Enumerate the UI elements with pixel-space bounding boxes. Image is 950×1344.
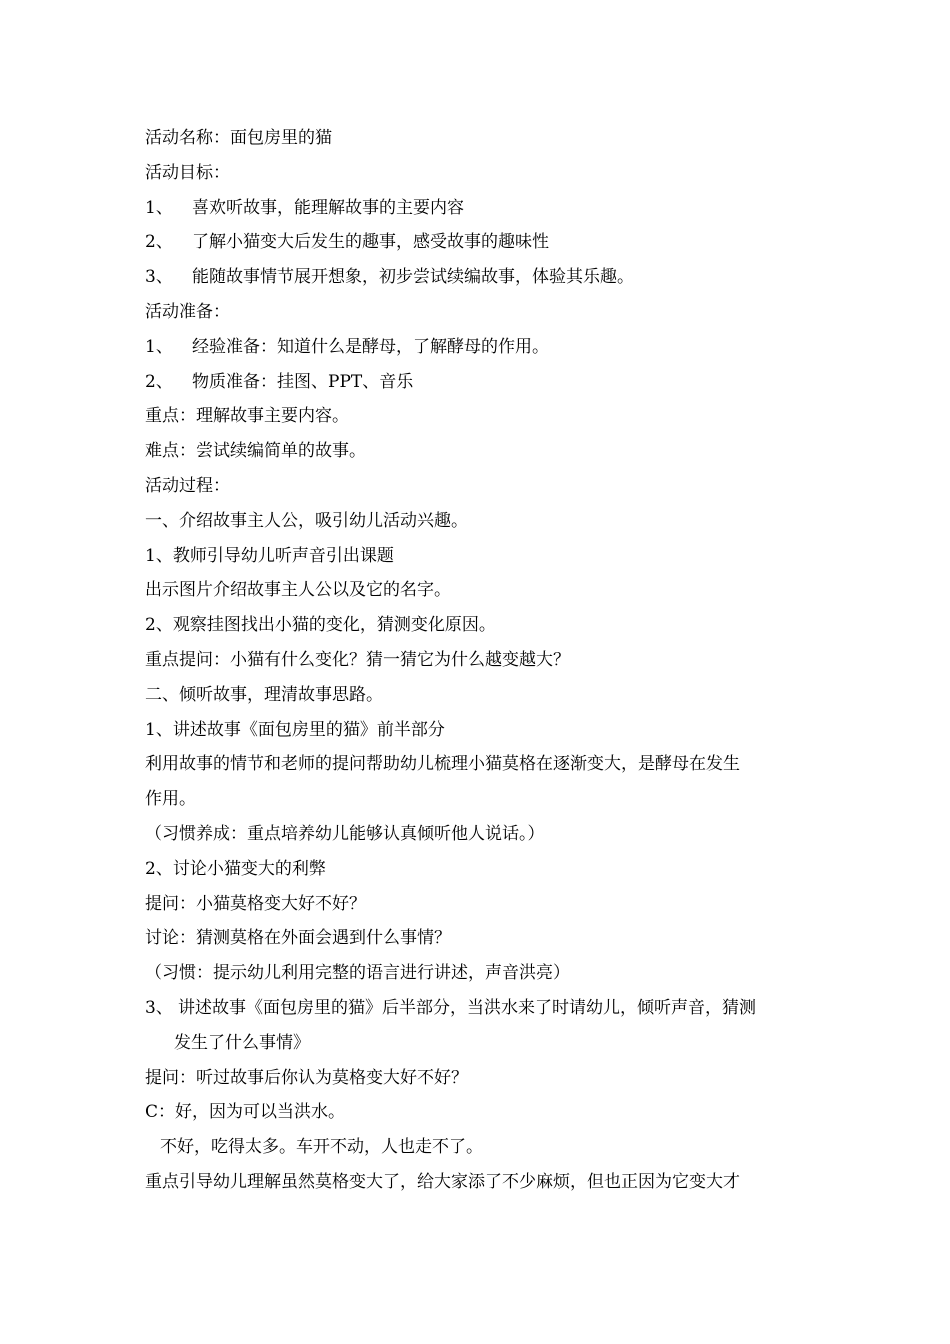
process-line: （习惯养成：重点培养幼儿能够认真倾听他人说话。）	[145, 823, 545, 844]
document-body	[145, 121, 815, 1200]
goal-number: 2、	[145, 232, 173, 253]
step3-line	[145, 991, 815, 1026]
goal-text: 喜欢听故事，能理解故事的主要内容	[192, 197, 464, 218]
process-line: 2、讨论小猫变大的利弊	[145, 858, 326, 879]
prep-item	[145, 365, 815, 400]
prep-text: 物质准备：挂图、PPT、音乐	[192, 371, 414, 392]
goal-number: 3、	[145, 267, 173, 288]
goals-heading: 活动目标：	[145, 162, 230, 183]
process-line: 2、观察挂图找出小猫的变化，猜测变化原因。	[145, 615, 496, 636]
prep-item	[145, 330, 815, 365]
process-line: 利用故事的情节和老师的提问帮助幼儿梳理小猫莫格在逐渐变大，是酵母在发生	[145, 754, 740, 775]
goal-number: 1、	[145, 197, 173, 218]
process-line: 作用。	[145, 789, 196, 810]
goal-item	[145, 260, 815, 295]
goal-item	[145, 225, 815, 260]
question-line: 提问：听过故事后你认为莫格变大好不好？	[145, 1067, 468, 1088]
difficulty: 难点：尝试续编简单的故事。	[145, 441, 366, 462]
process-line: （习惯：提示幼儿利用完整的语言进行讲述，声音洪亮）	[145, 963, 570, 984]
prep-text: 经验准备：知道什么是酵母，了解酵母的作用。	[192, 336, 549, 357]
prep-heading: 活动准备：	[145, 301, 230, 322]
goal-text: 能随故事情节展开想象，初步尝试续编故事，体验其乐趣。	[192, 267, 634, 288]
goal-item	[145, 191, 815, 226]
process-line: 提问：小猫莫格变大好不好？	[145, 893, 366, 914]
process-line: 出示图片介绍故事主人公以及它的名字。	[145, 580, 451, 601]
process-line: 重点提问：小猫有什么变化？猜一猜它为什么越变越大？	[145, 649, 570, 670]
step3-text: 讲述故事《面包房里的猫》后半部分，当洪水来了时请幼儿，倾听声音，猜测	[178, 997, 756, 1018]
key-point: 重点：理解故事主要内容。	[145, 406, 349, 427]
step3-number: 3、	[145, 997, 173, 1018]
process-line: 1、讲述故事《面包房里的猫》前半部分	[145, 719, 445, 740]
prep-number: 2、	[145, 371, 173, 392]
process-line: 二、倾听故事，理清故事思路。	[145, 684, 383, 705]
answer-no: 不好，吃得太多。车开不动，人也走不了。	[160, 1137, 483, 1158]
activity-name: 活动名称：面包房里的猫	[145, 128, 332, 148]
process-line: 1、教师引导幼儿听声音引出课题	[145, 545, 394, 566]
goal-text: 了解小猫变大后发生的趣事，感受故事的趣味性	[192, 232, 549, 253]
prep-number: 1、	[145, 336, 173, 357]
process-line: 一、介绍故事主人公，吸引幼儿活动兴趣。	[145, 510, 468, 531]
last-line: 重点引导幼儿理解虽然莫格变大了，给大家添了不少麻烦，但也正因为它变大才	[145, 1171, 740, 1192]
process-heading: 活动过程：	[145, 475, 230, 496]
process-line: 讨论：猜测莫格在外面会遇到什么事情？	[145, 928, 451, 949]
step3-continuation: 发生了什么事情》	[174, 1032, 310, 1053]
answer-yes: C：好，因为可以当洪水。	[145, 1102, 346, 1123]
